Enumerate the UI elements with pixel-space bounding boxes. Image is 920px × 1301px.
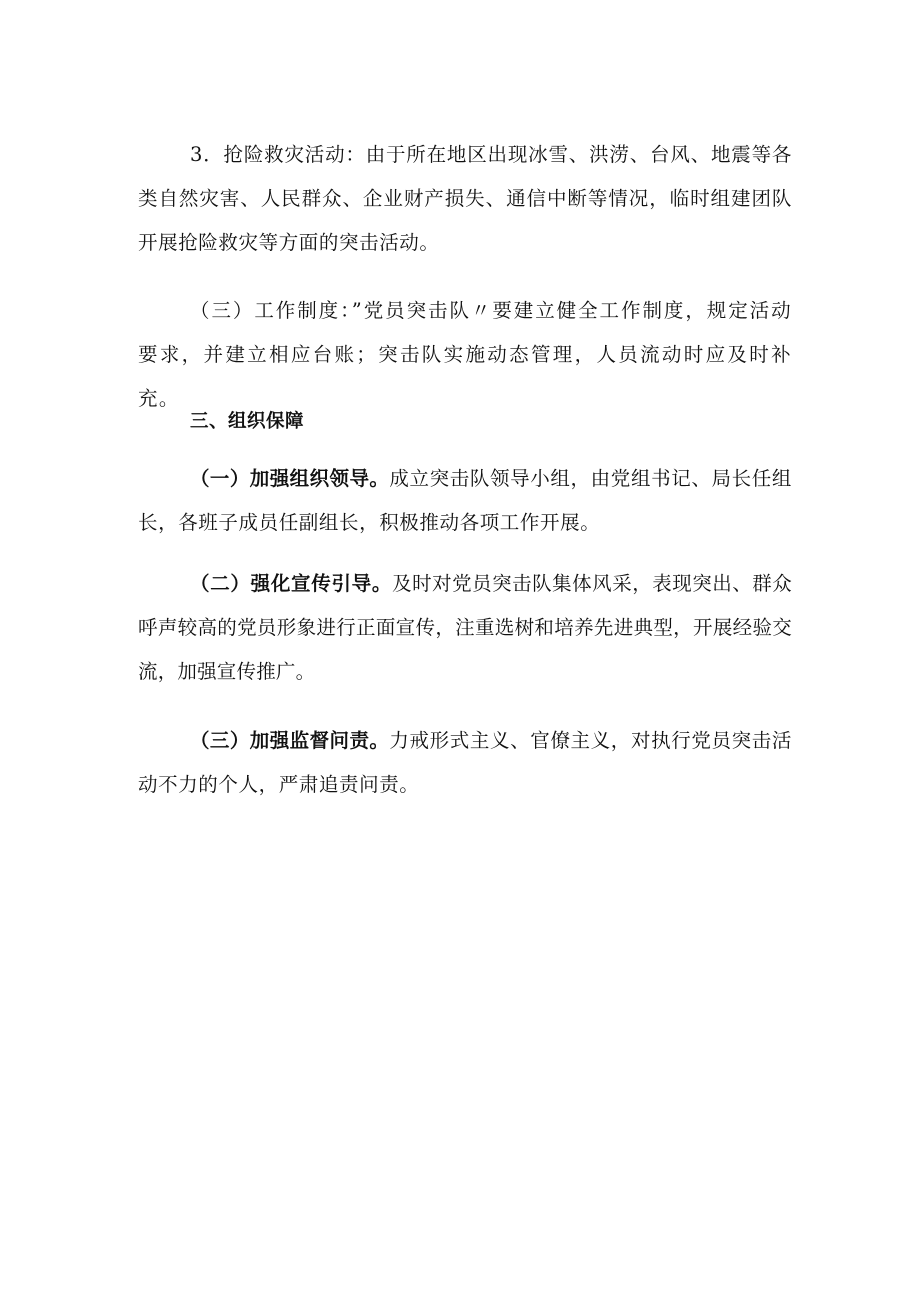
paragraph-supervision — [138, 719, 792, 807]
measure-lead-supervision: （三）加强监督问责。 — [190, 729, 390, 752]
measure-text-publicity: 及时对党员突击队集体风采，表现突出、群众呼声较高的党员形象进行正面宣传，注重选树和培养先进典型，开展经验交流，加强宣传推广。 — [138, 572, 792, 683]
measure-text-supervision: 力戒形式主义、官僚主义，对执行党员突击活动不力的个人，严肃追责问责。 — [138, 729, 792, 796]
measure-lead-leadership: （一）加强组织领导。 — [190, 467, 390, 490]
section-heading-organizational-guarantee: 三、组织保障 — [190, 411, 305, 432]
paragraph-rescue-activities: 3．抢险救灾活动：由于所在地区出现冰雪、洪涝、台风、地震等各类自然灾害、人民群众、企业财产损失、通信中断等情况，临时组建团队开展抢险救灾等方面的突击活动。 — [138, 143, 792, 254]
paragraph-publicity — [138, 562, 792, 694]
measure-text-leadership: 成立突击队领导小组，由党组书记、局长任组长，各班子成员任副组长，积极推动各项工作开展。 — [138, 467, 792, 534]
measure-lead-publicity: （二）强化宣传引导。 — [190, 572, 393, 595]
paragraph-work-system: （三）工作制度：”党员突击队〃要建立健全工作制度，规定活动要求，并建立相应台账；突击队实施动态管理，人员流动时应及时补充。 — [138, 299, 792, 410]
paragraph-leadership — [138, 457, 792, 545]
